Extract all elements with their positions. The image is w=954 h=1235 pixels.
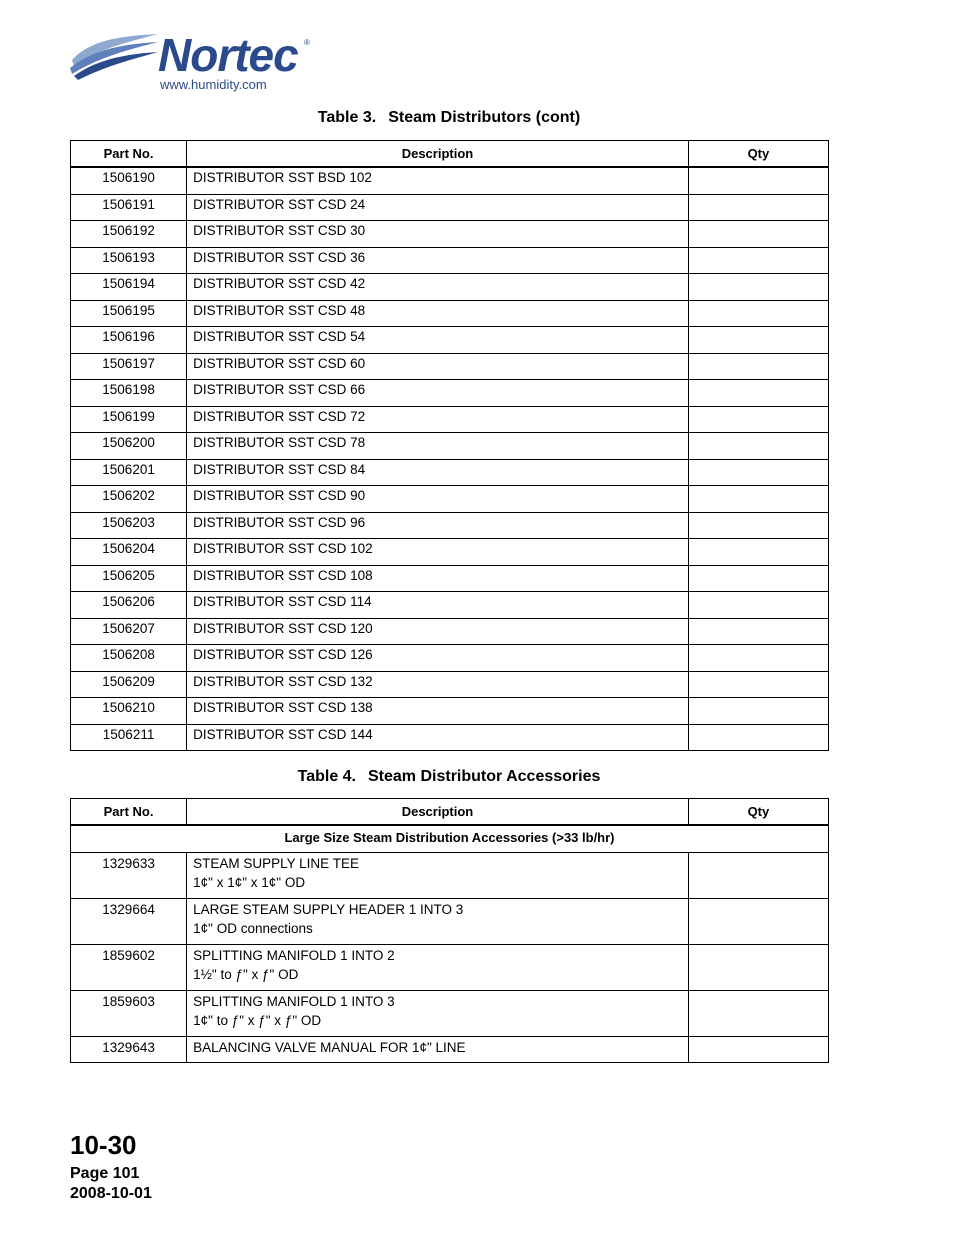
part-number-cell: 1506196 bbox=[71, 327, 187, 354]
qty-cell bbox=[688, 671, 828, 698]
part-number-cell: 1506193 bbox=[71, 247, 187, 274]
description-cell: DISTRIBUTOR SST CSD 84 bbox=[187, 459, 689, 486]
page-number: Page 101 bbox=[70, 1165, 140, 1182]
table-row bbox=[71, 698, 829, 725]
brand-url: www.humidity.com bbox=[160, 77, 267, 92]
table-row bbox=[71, 724, 829, 751]
table-row bbox=[71, 539, 829, 566]
qty-cell bbox=[688, 300, 828, 327]
group-heading: Large Size Steam Distribution Accessories (>33 lb/hr) bbox=[71, 825, 829, 853]
description-cell: DISTRIBUTOR SST CSD 120 bbox=[187, 618, 689, 645]
description-cell bbox=[187, 853, 689, 899]
part-number-cell: 1506204 bbox=[71, 539, 187, 566]
part-number-cell: 1506198 bbox=[71, 380, 187, 407]
qty-cell bbox=[688, 459, 828, 486]
description-cell: DISTRIBUTOR SST CSD 54 bbox=[187, 327, 689, 354]
qty-cell bbox=[688, 167, 828, 194]
description-line-2: 1½" to ƒ" x ƒ" OD bbox=[193, 967, 299, 982]
table4-caption bbox=[70, 768, 828, 786]
table-row bbox=[71, 945, 829, 991]
part-number-cell: 1329643 bbox=[71, 1037, 187, 1063]
description-line-1: LARGE STEAM SUPPLY HEADER 1 INTO 3 bbox=[193, 902, 464, 917]
description-cell: DISTRIBUTOR SST CSD 24 bbox=[187, 194, 689, 221]
part-number-cell: 1506201 bbox=[71, 459, 187, 486]
nortec-logo bbox=[70, 30, 320, 100]
table-row bbox=[71, 221, 829, 248]
table-row bbox=[71, 486, 829, 513]
table-row bbox=[71, 194, 829, 221]
section-page-number: 10-30 bbox=[70, 1130, 137, 1160]
part-number-cell: 1506210 bbox=[71, 698, 187, 725]
table-row bbox=[71, 671, 829, 698]
part-number-cell: 1506203 bbox=[71, 512, 187, 539]
table-row bbox=[71, 300, 829, 327]
table-row bbox=[71, 512, 829, 539]
table-row bbox=[71, 274, 829, 301]
qty-cell bbox=[688, 645, 828, 672]
description-cell: DISTRIBUTOR SST CSD 48 bbox=[187, 300, 689, 327]
qty-cell bbox=[688, 406, 828, 433]
description-cell bbox=[187, 945, 689, 991]
part-number-cell: 1506191 bbox=[71, 194, 187, 221]
qty-cell bbox=[688, 1037, 828, 1063]
page-date: 2008-10-01 bbox=[70, 1185, 152, 1202]
part-number-cell: 1859603 bbox=[71, 991, 187, 1037]
table-row bbox=[71, 565, 829, 592]
table-row bbox=[71, 618, 829, 645]
part-number-cell: 1506194 bbox=[71, 274, 187, 301]
qty-cell bbox=[688, 899, 828, 945]
qty-cell bbox=[688, 274, 828, 301]
table-row bbox=[71, 433, 829, 460]
table-row bbox=[71, 327, 829, 354]
part-number-cell: 1506200 bbox=[71, 433, 187, 460]
table-row bbox=[71, 167, 829, 194]
description-cell: DISTRIBUTOR SST CSD 102 bbox=[187, 539, 689, 566]
table-row bbox=[71, 380, 829, 407]
part-number-cell: 1506208 bbox=[71, 645, 187, 672]
table-row bbox=[71, 247, 829, 274]
description-cell bbox=[187, 899, 689, 945]
description-cell: DISTRIBUTOR SST CSD 144 bbox=[187, 724, 689, 751]
qty-cell bbox=[688, 380, 828, 407]
qty-cell bbox=[688, 486, 828, 513]
description-cell bbox=[187, 1037, 689, 1063]
brand-name: Nortec bbox=[158, 29, 298, 81]
qty-cell bbox=[688, 724, 828, 751]
description-line-2: 1¢" x 1¢" x 1¢" OD bbox=[193, 875, 306, 890]
header-qty: Qty bbox=[688, 141, 828, 168]
part-number-cell: 1329664 bbox=[71, 899, 187, 945]
table4-number: Table 4. bbox=[297, 768, 356, 785]
group-row bbox=[71, 825, 829, 853]
table-row bbox=[71, 991, 829, 1037]
registered-mark: ® bbox=[304, 38, 310, 47]
qty-cell bbox=[688, 512, 828, 539]
table-row bbox=[71, 645, 829, 672]
description-cell: DISTRIBUTOR SST CSD 30 bbox=[187, 221, 689, 248]
table-row bbox=[71, 353, 829, 380]
qty-cell bbox=[688, 353, 828, 380]
part-number-cell: 1506205 bbox=[71, 565, 187, 592]
description-cell: DISTRIBUTOR SST CSD 42 bbox=[187, 274, 689, 301]
header-part-no: Part No. bbox=[71, 141, 187, 168]
part-number-cell: 1859602 bbox=[71, 945, 187, 991]
table-header-row bbox=[71, 141, 829, 168]
part-number-cell: 1506195 bbox=[71, 300, 187, 327]
description-cell: DISTRIBUTOR SST CSD 138 bbox=[187, 698, 689, 725]
qty-cell bbox=[688, 433, 828, 460]
description-cell: DISTRIBUTOR SST CSD 90 bbox=[187, 486, 689, 513]
wave-logo-icon bbox=[70, 30, 160, 80]
qty-cell bbox=[688, 853, 828, 899]
qty-cell bbox=[688, 592, 828, 619]
steam-distributors-table bbox=[70, 140, 829, 751]
part-number-cell: 1506202 bbox=[71, 486, 187, 513]
description-line-2: 1¢" to ƒ" x ƒ" x ƒ" OD bbox=[193, 1013, 322, 1028]
table4-title: Steam Distributor Accessories bbox=[368, 768, 601, 785]
header-part-no: Part No. bbox=[71, 799, 187, 826]
table-row bbox=[71, 1037, 829, 1063]
header-description: Description bbox=[187, 141, 689, 168]
header-description: Description bbox=[187, 799, 689, 826]
header-qty: Qty bbox=[688, 799, 828, 826]
part-number-cell: 1506197 bbox=[71, 353, 187, 380]
qty-cell bbox=[688, 327, 828, 354]
table-row bbox=[71, 899, 829, 945]
steam-accessories-table bbox=[70, 798, 829, 1063]
qty-cell bbox=[688, 247, 828, 274]
description-cell: DISTRIBUTOR SST BSD 102 bbox=[187, 167, 689, 194]
table3-number: Table 3. bbox=[317, 109, 377, 126]
table-row bbox=[71, 459, 829, 486]
table-row bbox=[71, 853, 829, 899]
part-number-cell: 1506206 bbox=[71, 592, 187, 619]
table-row bbox=[71, 592, 829, 619]
description-cell: DISTRIBUTOR SST CSD 126 bbox=[187, 645, 689, 672]
table3-caption bbox=[70, 109, 828, 127]
description-cell: DISTRIBUTOR SST CSD 72 bbox=[187, 406, 689, 433]
description-cell: DISTRIBUTOR SST CSD 114 bbox=[187, 592, 689, 619]
qty-cell bbox=[688, 565, 828, 592]
qty-cell bbox=[688, 194, 828, 221]
description-cell: DISTRIBUTOR SST CSD 96 bbox=[187, 512, 689, 539]
qty-cell bbox=[688, 945, 828, 991]
table-header-row bbox=[71, 799, 829, 826]
table-row bbox=[71, 406, 829, 433]
description-cell: DISTRIBUTOR SST CSD 60 bbox=[187, 353, 689, 380]
part-number-cell: 1506209 bbox=[71, 671, 187, 698]
part-number-cell: 1506192 bbox=[71, 221, 187, 248]
description-cell bbox=[187, 991, 689, 1037]
part-number-cell: 1506199 bbox=[71, 406, 187, 433]
description-line-1: SPLITTING MANIFOLD 1 INTO 3 bbox=[193, 994, 395, 1009]
description-cell: DISTRIBUTOR SST CSD 78 bbox=[187, 433, 689, 460]
description-cell: DISTRIBUTOR SST CSD 66 bbox=[187, 380, 689, 407]
part-number-cell: 1506211 bbox=[71, 724, 187, 751]
description-cell: DISTRIBUTOR SST CSD 36 bbox=[187, 247, 689, 274]
description-line-2: 1¢" OD connections bbox=[193, 921, 313, 936]
qty-cell bbox=[688, 539, 828, 566]
description-line-1: STEAM SUPPLY LINE TEE bbox=[193, 856, 359, 871]
part-number-cell: 1506190 bbox=[71, 167, 187, 194]
part-number-cell: 1329633 bbox=[71, 853, 187, 899]
qty-cell bbox=[688, 221, 828, 248]
qty-cell bbox=[688, 698, 828, 725]
qty-cell bbox=[688, 618, 828, 645]
table3-title: Steam Distributors (cont) bbox=[388, 109, 581, 126]
description-line-1: SPLITTING MANIFOLD 1 INTO 2 bbox=[193, 948, 395, 963]
description-cell: DISTRIBUTOR SST CSD 132 bbox=[187, 671, 689, 698]
description-line-1: BALANCING VALVE MANUAL FOR 1¢" LINE bbox=[193, 1040, 466, 1055]
part-number-cell: 1506207 bbox=[71, 618, 187, 645]
qty-cell bbox=[688, 991, 828, 1037]
description-cell: DISTRIBUTOR SST CSD 108 bbox=[187, 565, 689, 592]
